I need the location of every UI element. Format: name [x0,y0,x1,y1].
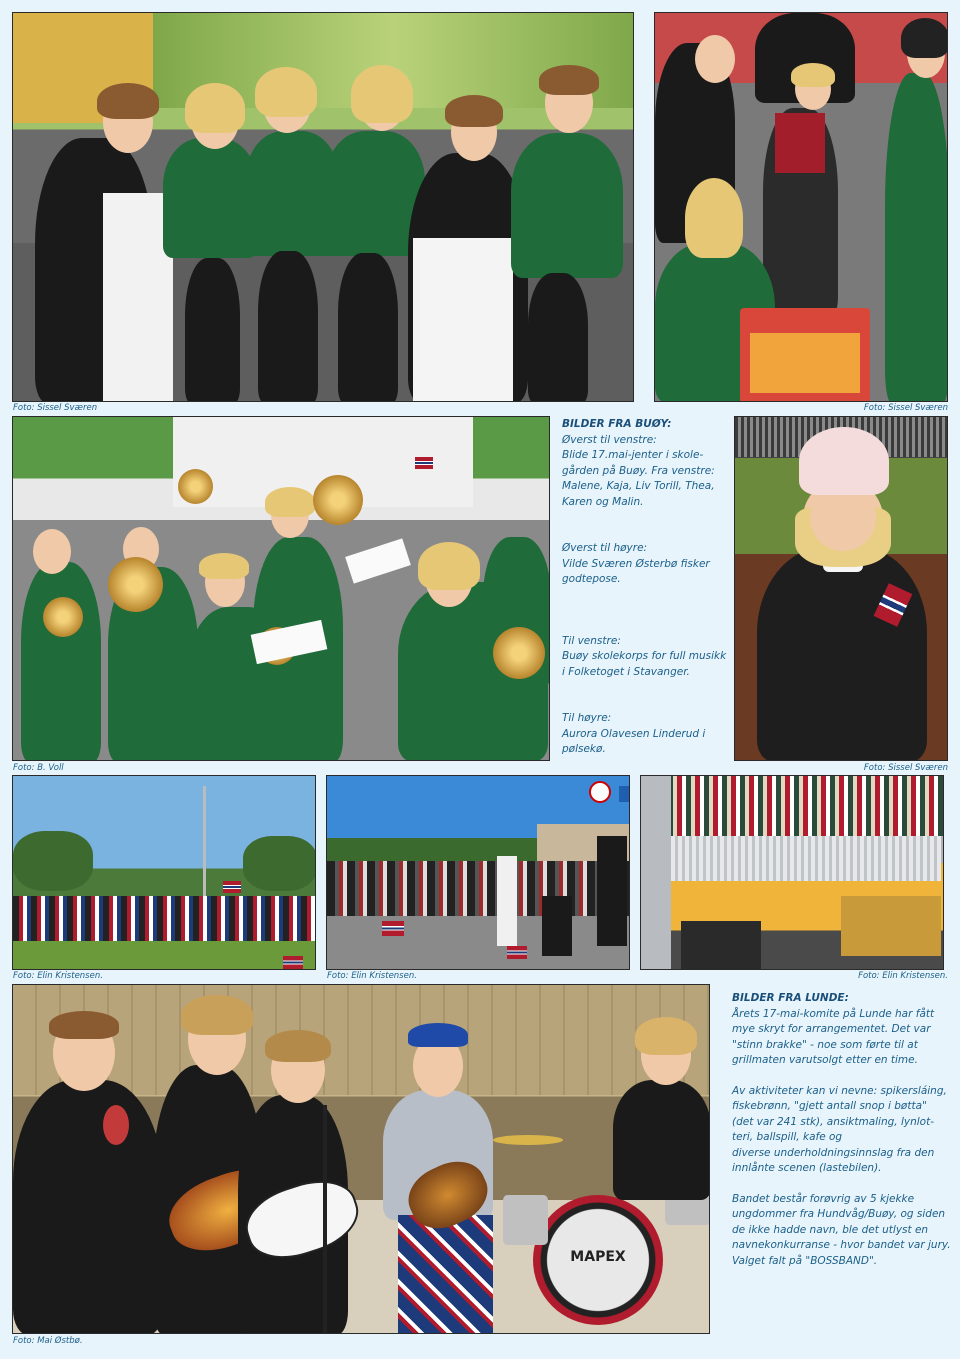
caption-line: Øverst til venstre: [562,433,657,446]
caption-line: Øverst til høyre: [562,542,648,554]
drum-brand-text: MAPEX [570,1249,626,1265]
caption-line: mye skryt for arrangementet. Det var [732,1023,931,1035]
caption-line: grillmaten varutsolgt etter en time. [732,1054,918,1066]
caption-line: pølsekø. [562,743,606,755]
caption-line: Buøy skolekorps for full musikk [562,650,727,662]
photo-girl-fishing-candy [654,12,948,402]
photo-credit: Foto: Sissel Sværen [863,763,948,773]
photo-credit: Foto: Elin Kristensen. [327,971,417,981]
photo-credit: Foto: Mai Østbø. [13,1336,83,1346]
caption-line: Vilde Sværen Østerbø fisker [562,557,710,570]
buoy-photo-caption [562,417,727,758]
caption-heading: BILDER FRA BUØY: [562,418,672,430]
caption-line: de ikke hadde navn, ble det utlyst en [732,1223,929,1236]
photo-girls-schoolyard [12,12,634,402]
caption-line: Blide 17.mai-jenter i skole- [562,449,704,461]
caption-line: diverse underholdningsinnslag fra den [732,1146,935,1159]
caption-line: teri, ballspill, kafe og [732,1131,843,1143]
caption-line: Karen og Malin. [562,495,644,508]
caption-line: Valget falt på "BOSSBAND". [732,1254,878,1267]
photo-credit: Foto: Elin Kristensen. [858,971,948,981]
caption-line: Bandet består forøvrig av 5 kjekke [732,1192,915,1205]
photo-credit: Foto: Sissel Sværen [863,403,948,413]
caption-heading: BILDER FRA LUNDE: [732,992,849,1004]
photo-credit: Foto: Elin Kristensen. [13,971,103,981]
caption-line: Årets 17-mai-komite på Lunde har fått [732,1007,935,1020]
caption-line: Til venstre: [562,634,621,647]
caption-line: i Folketoget i Stavanger. [562,665,690,678]
caption-line: gården på Buøy. Fra venstre: [562,464,715,477]
caption-line: navnekonkurranse - hvor bandet var jury. [732,1239,951,1251]
caption-line: Av aktiviteter kan vi nevne: spikersláing, [732,1084,947,1097]
lunde-photo-caption [732,991,954,1269]
photo-credit: Foto: Sissel Sværen [13,403,98,413]
caption-line: ungdommer fra Hundvåg/Buøy, og siden [732,1208,946,1220]
photo-school-band [12,416,550,761]
photo-credit: Foto: B. Voll [13,763,64,773]
caption-line: Aurora Olavesen Linderud i [562,727,706,740]
caption-line: Malene, Kaja, Liv Torill, Thea, [562,480,715,492]
caption-line: innlånte scenen (lastebilen). [732,1162,882,1174]
photo-crowd-street [326,775,630,970]
caption-line: Til høyre: [562,712,612,724]
photo-bossband-concert [12,984,710,1334]
caption-line: (det var 241 stk), ansiktmaling, lynlot- [732,1115,934,1128]
photo-parade-road [12,775,316,970]
caption-line: godtepose. [562,573,621,585]
caption-line: "stinn brakke" - noe som førte til at [732,1038,918,1051]
caption-line: fiskebrønn, "gjett antall snop i bøtta" [732,1100,927,1112]
photo-stage-balcony [640,775,944,970]
photo-girl-sausage-queue [734,416,948,761]
